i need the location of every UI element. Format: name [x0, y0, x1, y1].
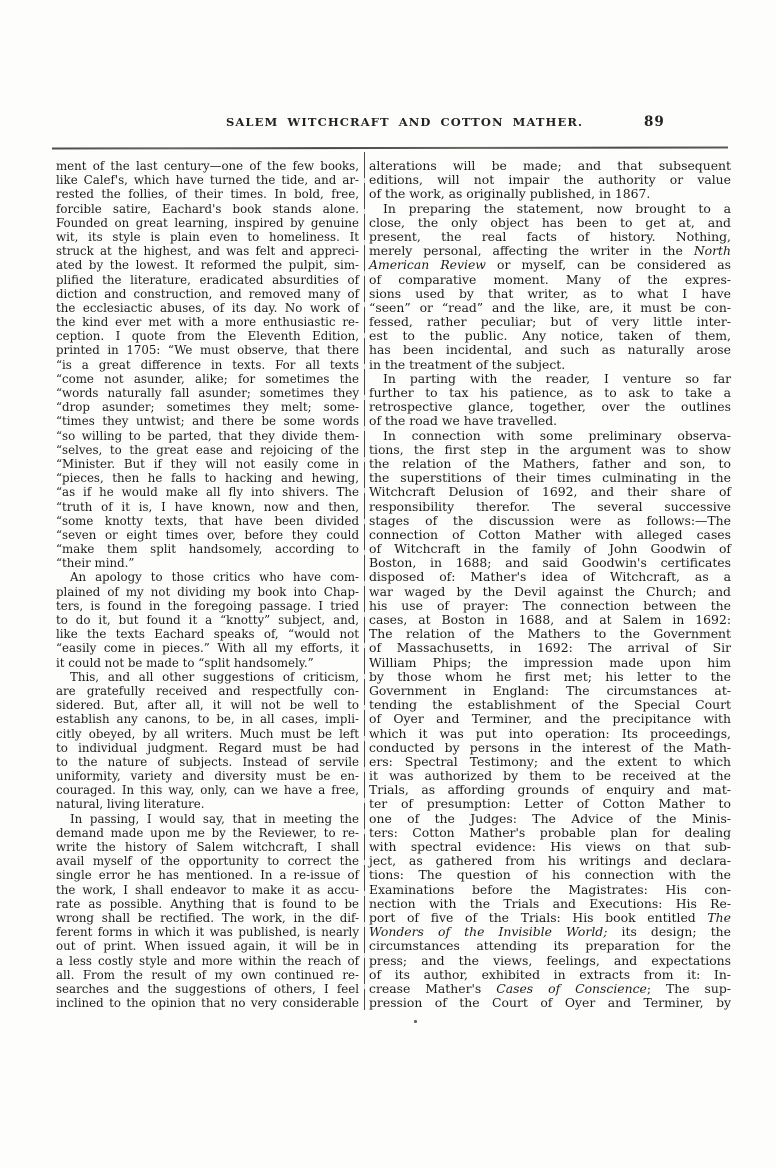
text-line: [369, 372, 731, 386]
text-run: couraged. In this way, only, can we have a free,: [56, 783, 359, 798]
text-line: [369, 230, 731, 244]
text-line: [369, 343, 731, 357]
text-run: of the road we have travelled.: [369, 413, 558, 429]
text-line: [369, 599, 731, 613]
text-line: [56, 386, 359, 400]
text-run: ters: Cotton Mather's probable plan for dealing: [369, 824, 731, 840]
text-line: [369, 939, 731, 953]
text-run: one of the Judges: The Advice of the Minis-: [369, 810, 731, 826]
text-line: [369, 627, 731, 641]
text-run: the kind ever met with a more enthusiastic re-: [56, 315, 359, 330]
text-run: In connection with some preliminary observa-: [383, 427, 731, 443]
right-column: [369, 159, 731, 1010]
text-line: [369, 854, 731, 868]
text-line: [369, 954, 731, 968]
text-line: [369, 769, 731, 783]
text-line: [369, 996, 731, 1010]
text-run: pression of the Court of Oyer and Terminer, by: [369, 995, 731, 1011]
text-line: [56, 982, 359, 996]
text-run: alterations will be made; and that subsequent: [369, 158, 731, 173]
text-run: write the history of Salem witchcraft, I shall: [56, 840, 359, 854]
italic-text: The: [707, 909, 731, 925]
text-line: [369, 159, 731, 173]
italic-text: American Review: [369, 257, 486, 273]
text-line: [56, 684, 359, 698]
text-run: ers: Spectral Testimony; and the extent to which: [369, 753, 731, 769]
italic-text: North: [693, 243, 731, 259]
text-run: demand made upon me by the Reviewer, to re-: [56, 825, 359, 840]
text-line: [369, 429, 731, 443]
text-line: [56, 812, 359, 826]
text-run: wit, its style is plain even to homeliness. It: [56, 229, 359, 244]
text-run: single error he has mentioned. In a re-issue of: [56, 868, 359, 883]
text-line: [56, 868, 359, 882]
text-run: disposed of: Mather's idea of Witchcraft, as a: [369, 569, 731, 585]
text-run: “times they untwist; and there be some words: [56, 414, 359, 429]
text-run: ters, is found in the foregoing passage. I tried: [56, 598, 359, 613]
text-line: [56, 585, 359, 599]
text-line: [369, 471, 731, 485]
text-line: [56, 400, 359, 414]
text-run: “words naturally fall asunder; sometimes they: [56, 386, 359, 400]
text-run: “seven or eight times over, before they could: [56, 527, 359, 542]
text-line: [56, 670, 359, 684]
text-line: [56, 244, 359, 258]
text-run: “Minister. But if they will not easily come in: [56, 456, 359, 471]
text-line: [56, 372, 359, 386]
text-line: [369, 457, 731, 471]
text-run: to do it, but found it a “knotty” subject, and,: [56, 613, 359, 627]
text-run: close, the only object has been to get at, and: [369, 214, 731, 230]
text-line: [56, 358, 359, 372]
text-run: ated by the lowest. It reformed the pulpit, sim-: [56, 258, 359, 273]
italic-text: Cases of Conscience: [496, 980, 647, 996]
text-run: has been incidental, and such as naturally arose: [369, 342, 731, 358]
text-line: [56, 187, 359, 201]
text-line: [56, 230, 359, 244]
text-run: merely personal, affecting the writer in the: [369, 243, 694, 259]
text-run: further to tax his patience, as to ask to take a: [369, 385, 731, 400]
text-line: [369, 712, 731, 726]
text-line: [56, 599, 359, 613]
italic-text: Wonders of the Invisible World;: [369, 924, 608, 940]
text-line: [56, 500, 359, 514]
text-run: to the nature of subjects. Instead of servile: [56, 754, 359, 769]
text-line: [369, 258, 731, 272]
text-line: [369, 187, 731, 201]
text-run: plained of my not dividing my book into Chap-: [56, 584, 359, 599]
text-run: port of five of the Trials: His book entitled: [369, 909, 708, 925]
text-run: ception. I quote from the Eleventh Edition,: [56, 329, 359, 344]
text-line: [369, 514, 731, 528]
text-line: [56, 414, 359, 428]
text-line: [56, 471, 359, 485]
text-line: [369, 414, 731, 428]
text-line: [369, 925, 731, 939]
text-run: In parting with the reader, I venture so far: [383, 370, 731, 386]
text-run: a less costly style and more within the reach of: [56, 953, 359, 968]
page-header: [0, 114, 776, 132]
text-run: diction and construction, and removed many of: [56, 286, 359, 301]
text-line: [56, 258, 359, 272]
text-line: [56, 301, 359, 315]
text-line: [56, 911, 359, 925]
text-line: [56, 854, 359, 868]
text-run: Government in England: The circumstances at-: [369, 682, 731, 698]
text-run: Witchcraft Delusion of 1692, and their share of: [369, 484, 731, 500]
text-run: it was authorized by them to be received at the: [369, 768, 731, 784]
text-run: of the work, as originally published, in 1867.: [369, 186, 651, 202]
text-run: tions, the first step in the argument was to show: [369, 441, 731, 457]
text-run: rested the follies, of their times. In bold, free,: [56, 187, 359, 202]
text-line: [56, 769, 359, 783]
text-line: [56, 457, 359, 471]
text-run: “so willing to be parted, that they divide them-: [56, 428, 359, 443]
text-run: out of print. When issued again, it will be in: [56, 939, 359, 954]
text-line: [369, 783, 731, 797]
text-line: [369, 386, 731, 400]
text-run: sidered. But, after all, it will not be well to: [56, 698, 359, 713]
text-run: his use of prayer: The connection between the: [369, 597, 731, 613]
text-run: circumstances attending its preparation for the: [369, 938, 731, 954]
text-run: citly obeyed, by all writers. Much must be left: [56, 726, 359, 741]
text-line: [369, 670, 731, 684]
text-line: [56, 698, 359, 712]
page-title: SALEM WITCHCRAFT AND COTTON MATHER.: [226, 115, 584, 129]
text-run: which it was put into operation: Its proceedings,: [369, 725, 731, 741]
text-line: [56, 883, 359, 897]
text-line: [369, 868, 731, 882]
text-line: [56, 343, 359, 357]
text-run: plified the literature, eradicated absurdities of: [56, 272, 359, 287]
text-line: [56, 315, 359, 329]
text-run: of its author, exhibited in extracts from it: In-: [369, 966, 731, 982]
text-line: [369, 755, 731, 769]
text-run: forcible satire, Eachard's book stands alone.: [56, 201, 359, 216]
text-run: ment of the last century—one of the few books,: [56, 159, 359, 173]
text-run: In passing, I would say, that in meeting the: [70, 811, 359, 826]
text-line: [56, 329, 359, 343]
text-line: [56, 570, 359, 584]
text-run: struck at the highest, and was felt and appreci-: [56, 244, 359, 259]
text-line: [369, 287, 731, 301]
text-run: “truth of it is, I have known, now and then,: [56, 499, 359, 514]
text-run: Examinations before the Magistrates: His con-: [369, 881, 731, 897]
text-run: all. From the result of my own continued re-: [56, 967, 359, 982]
column-divider: [364, 152, 365, 1010]
text-line: [56, 173, 359, 187]
text-line: [369, 883, 731, 897]
text-line: [56, 939, 359, 953]
text-run: to individual judgment. Regard must be had: [56, 740, 359, 755]
text-run: the ecclesiactic abuses, of its day. No work of: [56, 300, 359, 315]
text-line: [56, 159, 359, 173]
text-run: rate as possible. Anything that is found to be: [56, 896, 359, 911]
text-line: [56, 641, 359, 655]
text-run: of Oyer and Terminer, and the precipitance with: [369, 711, 731, 727]
text-line: [369, 173, 731, 187]
text-run: cases, at Boston in 1688, and at Salem in 1692:: [369, 612, 731, 627]
text-run: “some knotty texts, that have been divided: [56, 513, 359, 528]
text-line: [56, 542, 359, 556]
text-line: [56, 273, 359, 287]
text-line: [369, 698, 731, 712]
text-run: “as if he would make all fly into shivers. The: [56, 485, 359, 500]
text-line: [56, 741, 359, 755]
text-line: [369, 216, 731, 230]
text-run: This, and all other suggestions of criticism,: [70, 669, 359, 684]
text-run: war waged by the Devil against the Church; and: [369, 583, 731, 599]
text-line: [56, 968, 359, 982]
text-line: [56, 443, 359, 457]
left-column: [56, 159, 359, 1010]
text-line: [369, 797, 731, 811]
text-line: [369, 273, 731, 287]
text-run: of comparative moment. Many of the expres-: [369, 271, 731, 287]
text-line: [56, 485, 359, 499]
text-line: [56, 826, 359, 840]
text-line: [56, 712, 359, 726]
text-run: retrospective glance, together, over the outlines: [369, 399, 731, 415]
text-run: An apology to those critics who have com-: [70, 570, 359, 585]
text-run: editions, will not impair the authority or value: [369, 172, 731, 188]
text-line: [369, 840, 731, 854]
ink-speck: [414, 1020, 417, 1023]
text-line: [56, 954, 359, 968]
text-run: stages of the discussion were as follows:—The: [369, 512, 731, 528]
text-line: [56, 528, 359, 542]
text-run: “their mind.”: [56, 556, 135, 571]
text-run: the superstitions of their times culminating in the: [369, 470, 731, 486]
text-run: with spectral evidence: His views on that sub-: [369, 839, 731, 854]
text-run: of Witchcraft in the family of John Goodwin of: [369, 541, 731, 557]
text-line: [369, 301, 731, 315]
text-line: [369, 968, 731, 982]
text-line: [56, 627, 359, 641]
text-line: [369, 911, 731, 925]
text-run: are gratefully received and respectfully con-: [56, 683, 359, 698]
text-run: “easily come in pieces.” With all my efforts, it: [56, 641, 359, 656]
text-line: [369, 812, 731, 826]
text-line: [369, 329, 731, 343]
text-line: [369, 556, 731, 570]
text-line: [56, 996, 359, 1010]
text-line: [369, 485, 731, 499]
text-run: inclined to the opinion that no very considerable: [56, 996, 359, 1011]
text-run: “pieces, then he falls to hacking and hewing,: [56, 471, 359, 486]
text-line: [369, 528, 731, 542]
text-run: uniformity, variety and diversity must be en-: [56, 769, 359, 784]
text-line: [56, 202, 359, 216]
text-run: connection of Cotton Mather with alleged cases: [369, 526, 731, 542]
text-run: the work, I shall endeavor to make it as accu-: [56, 882, 359, 897]
text-run: the relation of the Mathers, father and son, to: [369, 455, 731, 471]
text-line: [56, 556, 359, 570]
text-run: fessed, rather peculiar; but of very little inter-: [369, 314, 731, 330]
text-line: [369, 982, 731, 996]
text-run: “selves, to the great ease and rejoicing of the: [56, 442, 359, 457]
text-line: [56, 797, 359, 811]
text-run: tending the establishment of the Special Court: [369, 697, 731, 713]
text-run: its design; the: [607, 924, 731, 940]
text-run: present, the real facts of history. Nothing,: [369, 228, 731, 244]
text-run: William Phips; the impression made upon him: [369, 654, 731, 670]
text-run: “drop asunder; sometimes they melt; some-: [56, 400, 359, 415]
page-number: 89: [644, 114, 665, 130]
text-run: like Calef's, which have turned the tide, and ar-: [56, 173, 359, 188]
text-run: natural, living literature.: [56, 797, 205, 812]
text-line: [56, 656, 359, 670]
text-run: The relation of the Mathers to the Government: [369, 626, 731, 642]
text-run: Founded on great learning, inspired by genuine: [56, 215, 359, 230]
text-line: [369, 585, 731, 599]
text-run: responsibility therefor. The several successive: [369, 498, 731, 514]
text-run: it could not be made to “split handsomely.”: [56, 655, 314, 670]
text-run: in the treatment of the subject.: [369, 356, 566, 372]
text-run: “is a great difference in texts. For all texts: [56, 357, 359, 372]
text-run: Boston, in 1688; and said Goodwin's certificates: [369, 555, 731, 571]
text-line: [369, 315, 731, 329]
text-run: conducted by persons in the interest of the Math-: [369, 739, 731, 755]
text-line: [56, 216, 359, 230]
text-run: “come not asunder, alike; for sometimes the: [56, 371, 359, 386]
text-line: [56, 727, 359, 741]
text-line: [369, 741, 731, 755]
text-run: searches and the suggestions of others, I feel: [56, 981, 359, 996]
text-line: [369, 570, 731, 584]
text-line: [369, 613, 731, 627]
text-line: [369, 897, 731, 911]
text-line: [56, 755, 359, 769]
text-run: or myself, can be considered as: [485, 257, 731, 273]
text-run: est to the public. Any notice, taken of them,: [369, 328, 731, 344]
text-line: [369, 826, 731, 840]
text-line: [369, 400, 731, 414]
text-run: ject, as gathered from his writings and declara-: [369, 853, 731, 869]
text-line: [369, 500, 731, 514]
text-line: [56, 925, 359, 939]
text-run: press; and the views, feelings, and expectations: [369, 952, 731, 968]
text-line: [56, 840, 359, 854]
text-line: [369, 358, 731, 372]
header-rule: [52, 147, 728, 150]
text-line: [56, 613, 359, 627]
text-run: like the texts Eachard speaks of, “would not: [56, 627, 359, 642]
text-line: [369, 684, 731, 698]
text-run: wrong shall be rectified. The work, in the dif-: [56, 910, 359, 925]
text-line: [369, 641, 731, 655]
text-line: [369, 202, 731, 216]
text-run: establish any canons, to be, in all cases, impli-: [56, 712, 359, 727]
text-line: [369, 542, 731, 556]
text-run: In preparing the statement, now brought to a: [383, 200, 731, 216]
text-run: nection with the Trials and Executions: His Re-: [369, 895, 731, 911]
text-run: ; The sup-: [646, 980, 731, 996]
text-run: “make them split handsomely, according to: [56, 542, 359, 557]
text-line: [369, 443, 731, 457]
text-line: [56, 783, 359, 797]
text-run: by those whom he first met; his letter to the: [369, 668, 731, 684]
text-line: [56, 429, 359, 443]
text-run: sions used by that writer, as to what I have: [369, 285, 731, 301]
text-line: [369, 244, 731, 258]
text-run: printed in 1705: “We must observe, that there: [56, 343, 359, 358]
text-line: [369, 656, 731, 670]
text-line: [56, 897, 359, 911]
text-line: [56, 514, 359, 528]
text-run: Trials, as affording grounds of enquiry and mat-: [369, 782, 731, 798]
text-run: tions: The question of his connection with the: [369, 867, 731, 883]
text-run: ter of presumption: Letter of Cotton Mather to: [369, 796, 731, 812]
text-run: crease Mather's: [369, 980, 497, 996]
text-run: of Massachusetts, in 1692: The arrival of Sir: [369, 640, 731, 656]
text-run: avail myself of the opportunity to correct the: [56, 854, 359, 869]
text-line: [369, 727, 731, 741]
text-line: [56, 287, 359, 301]
text-run: ferent forms in which it was published, is nearly: [56, 925, 359, 940]
text-run: “seen” or “read” and the like, are, it must be con-: [369, 299, 731, 315]
